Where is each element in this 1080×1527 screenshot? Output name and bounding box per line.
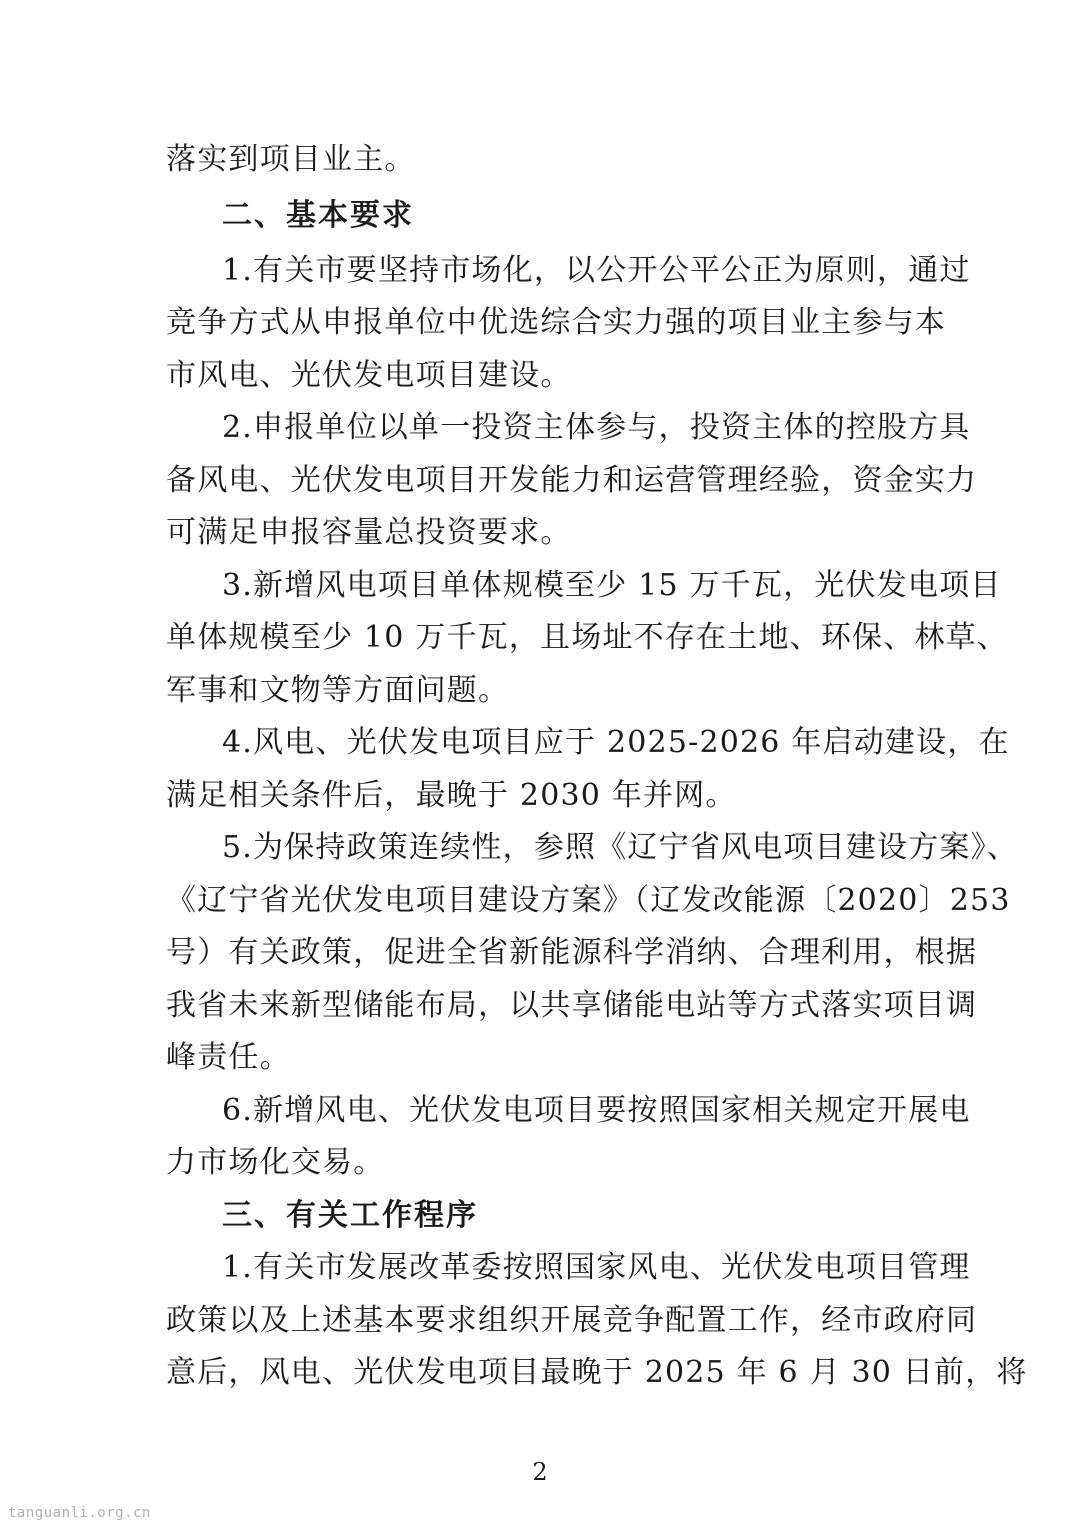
- body-line: 可满足申报容量总投资要求。: [166, 515, 572, 550]
- body-line: 1.有关市要坚持市场化，以公开公平公正为原则，通过: [222, 253, 971, 288]
- body-line: 政策以及上述基本要求组织开展竞争配置工作，经市政府同: [166, 1303, 978, 1338]
- body-line: 落实到项目业主。: [166, 142, 416, 177]
- body-line: 我省未来新型储能布局，以共享储能电站等方式落实项目调: [166, 988, 978, 1023]
- section-heading-work-procedure: 三、有关工作程序: [222, 1198, 478, 1233]
- body-line: 竞争方式从申报单位中优选综合实力强的项目业主参与本: [166, 305, 946, 340]
- body-line: 2.申报单位以单一投资主体参与，投资主体的控股方具: [222, 410, 971, 445]
- body-line: 满足相关条件后，最晚于 2030 年并网。: [166, 778, 737, 813]
- body-line: 峰责任。: [166, 1040, 291, 1075]
- body-line: 意后，风电、光伏发电项目最晚于 2025 年 6 月 30 日前，将: [166, 1355, 1028, 1390]
- body-line: 市风电、光伏发电项目建设。: [166, 358, 572, 393]
- body-line: 号）有关政策，促进全省新能源科学消纳、合理利用，根据: [166, 935, 978, 970]
- watermark-text: tanguanli.org.cn: [8, 1505, 151, 1521]
- body-line: 军事和文物等方面问题。: [166, 673, 510, 708]
- body-line: 4.风电、光伏发电项目应于 2025-2026 年启动建设，在: [222, 725, 1010, 760]
- body-line: 1.有关市发展改革委按照国家风电、光伏发电项目管理: [222, 1250, 971, 1285]
- body-line: 力市场化交易。: [166, 1145, 385, 1180]
- body-line: 单体规模至少 10 万千瓦，且场址不存在土地、环保、林草、: [166, 620, 1009, 655]
- body-line: 备风电、光伏发电项目开发能力和运营管理经验，资金实力: [166, 463, 978, 498]
- body-line: 5.为保持政策连续性，参照《辽宁省风电项目建设方案》、: [222, 830, 1019, 865]
- body-line: 《辽宁省光伏发电项目建设方案》（辽发改能源〔2020〕253: [166, 883, 1011, 918]
- page-number: 2: [532, 1458, 548, 1486]
- body-line: 3.新增风电项目单体规模至少 15 万千瓦，光伏发电项目: [222, 568, 1002, 603]
- section-heading-basic-requirements: 二、基本要求: [222, 198, 414, 233]
- body-line: 6.新增风电、光伏发电项目要按照国家相关规定开展电: [222, 1093, 971, 1128]
